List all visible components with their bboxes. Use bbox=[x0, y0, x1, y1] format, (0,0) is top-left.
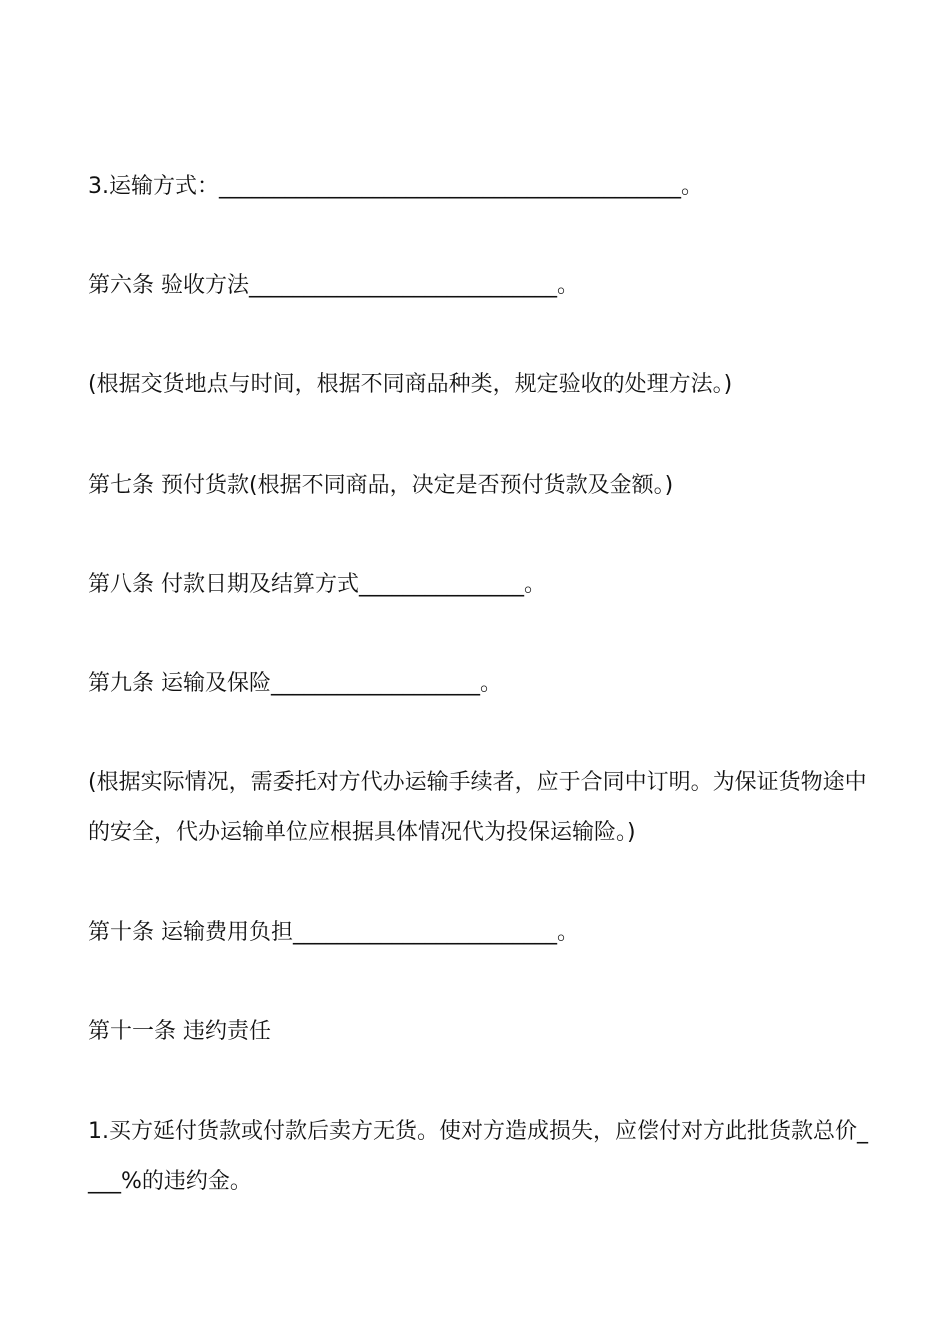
article-6-acceptance-method: 第六条 验收方法____________________________。 bbox=[88, 273, 579, 298]
transport-method-line: 3.运输方式：__________________________________________。 bbox=[88, 174, 703, 199]
article-6-note: (根据交货地点与时间，根据不同商品种类，规定验收的处理方法。) bbox=[88, 372, 733, 397]
article-11-clause-1: 1.买方延付货款或付款后卖方无货。使对方造成损失，应偿付对方此批货款总价____%的违约金。 bbox=[88, 1119, 868, 1194]
article-11-liability-heading: 第十一条 违约责任 bbox=[88, 1019, 271, 1044]
article-8-payment-terms: 第八条 付款日期及结算方式_______________。 bbox=[88, 572, 546, 597]
article-9-note: (根据实际情况，需委托对方代办运输手续者，应于合同中订明。为保证货物途中的安全，代办运输单位应根据具体情况代为投保运输险。) bbox=[88, 770, 867, 845]
article-10-transport-costs: 第十条 运输费用负担________________________。 bbox=[88, 920, 579, 945]
article-7-prepayment: 第七条 预付货款(根据不同商品，决定是否预付货款及金额。) bbox=[88, 473, 674, 498]
article-9-transport-insurance: 第九条 运输及保险___________________。 bbox=[88, 671, 502, 696]
